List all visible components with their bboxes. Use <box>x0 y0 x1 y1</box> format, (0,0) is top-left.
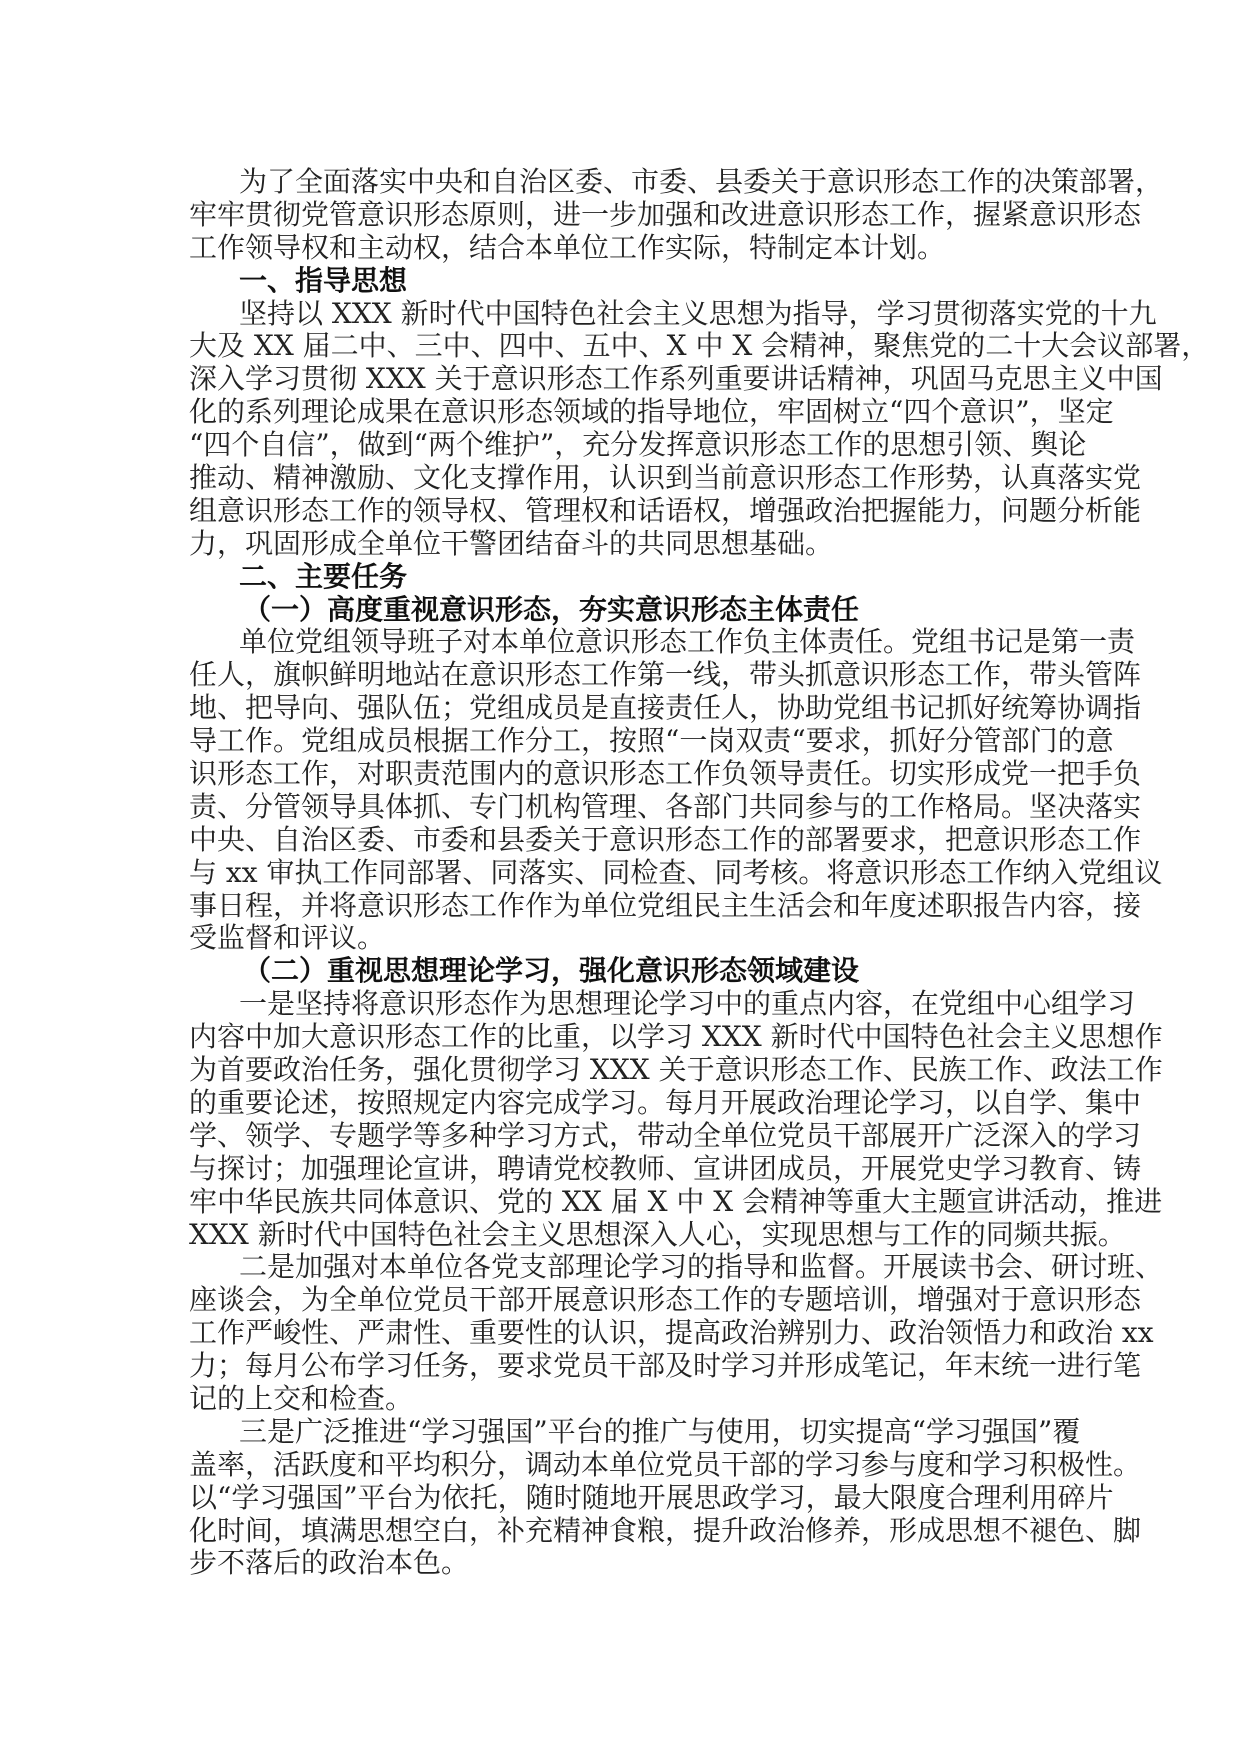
text-line: 学、领学、专题学等多种学习方式，带动全单位党员干部展开广泛深入的学习 <box>189 1118 1142 1152</box>
text-line: 为首要政治任务，强化贯彻学习 XXX 关于意识形态工作、民族工作、政法工作 <box>189 1053 1163 1087</box>
text-line: 地、把导向、强队伍；党组成员是直接责任人，协助党组书记抓好统筹协调指 <box>189 691 1142 725</box>
text-line: 责、分管领导具体抓、专门机构管理、各部门共同参与的工作格局。坚决落实 <box>189 789 1142 823</box>
text-line: 座谈会，为全单位党员干部开展意识形态工作的专题培训，增强对于意识形态 <box>189 1283 1142 1317</box>
text-line: 工作领导权和主动权，结合本单位工作实际，特制定本计划。 <box>189 230 946 264</box>
text-line: 单位党组领导班子对本单位意识形态工作负主体责任。党组书记是第一责 <box>239 625 1136 659</box>
text-line: 牢牢贯彻党管意识形态原则，进一步加强和改进意识形态工作，握紧意识形态 <box>189 197 1142 231</box>
document-page <box>189 165 1210 1580</box>
text-line: “四个自信”，做到“两个维护”，充分发挥意识形态工作的思想引领、舆论 <box>189 428 1087 462</box>
section-heading <box>189 265 1061 298</box>
text-line: 中央、自治区委、市委和县委关于意识形态工作的部署要求，把意识形态工作 <box>189 822 1142 856</box>
text-line: 盖率，活跃度和平均积分，调动本单位党员干部的学习参与度和学习积极性。 <box>189 1447 1142 1481</box>
paragraph <box>189 1414 1142 1580</box>
text-line: 为了全面落实中央和自治区委、市委、县委关于意识形态工作的决策部署， <box>239 165 1164 198</box>
text-line: 工作严峻性、严肃性、重要性的认识，提高政治辨别力、政治领悟力和政治 xx <box>189 1316 1154 1350</box>
text-line: 深入学习贯彻 XXX 关于意识形态工作系列重要讲话精神，巩固马克思主义中国 <box>189 362 1163 396</box>
paragraph <box>189 987 1163 1251</box>
text-line: 内容中加大意识形态工作的比重，以学习 XXX 新时代中国特色社会主义思想作 <box>189 1020 1163 1054</box>
text-line: 化时间，填满思想空白，补充精神食粮，提升政治修养，形成思想不褪色、脚 <box>189 1513 1142 1547</box>
text-line: 力；每月公布学习任务，要求党员干部及时学习并形成笔记，年末统一进行笔 <box>189 1349 1142 1383</box>
subsection-heading <box>189 955 1061 988</box>
paragraph <box>189 1250 1164 1415</box>
text-line: 牢中华民族共同体意识、党的 XX 届 X 中 X 会精神等重大主题宣讲活动，推进 <box>189 1184 1163 1218</box>
text-line: （二）重视思想理论学习，强化意识形态领域建设 <box>243 954 860 988</box>
text-line: 二是加强对本单位各党支部理论学习的指导和监督。开展读书会、研讨班、 <box>239 1250 1164 1284</box>
text-line: 一、指导思想 <box>239 263 408 297</box>
text-line: （一）高度重视意识形态，夯实意识形态主体责任 <box>243 592 860 626</box>
text-line: 记的上交和检查。 <box>189 1381 414 1415</box>
subsection-heading <box>189 594 1061 627</box>
text-line: XXX 新时代中国特色社会主义思想深入人心，实现思想与工作的同频共振。 <box>189 1217 1126 1251</box>
paragraph <box>189 165 1164 265</box>
text-line: 识形态工作，对职责范围内的意识形态工作负领导责任。切实形成党一把手负 <box>189 757 1142 791</box>
text-line: 事日程，并将意识形态工作作为单位党组民主生活会和年度述职报告内容，接 <box>189 888 1142 922</box>
text-line: 大及 XX 届二中、三中、四中、五中、X 中 X 会精神，聚焦党的二十大会议部署， <box>189 329 1210 363</box>
text-line: 三是广泛推进“学习强国”平台的推广与使用，切实提高“学习强国”覆 <box>239 1414 1081 1448</box>
text-line: 推动、精神激励、文化支撑作用，认识到当前意识形态工作形势，认真落实党 <box>189 461 1142 495</box>
text-line: 受监督和评议。 <box>189 921 386 955</box>
text-line: 力，巩固形成全单位干警团结奋斗的共同思想基础。 <box>189 526 834 560</box>
paragraph <box>189 625 1163 955</box>
text-line: 与探讨；加强理论宣讲，聘请党校教师、宣讲团成员，开展党史学习教育、铸 <box>189 1151 1142 1185</box>
text-line: 一是坚持将意识形态作为思想理论学习中的重点内容，在党组中心组学习 <box>239 987 1136 1021</box>
text-line: 的重要论述，按照规定内容完成学习。每月开展政治理论学习，以自学、集中 <box>189 1085 1142 1119</box>
text-line: 以“学习强国”平台为依托，随时随地开展思政学习，最大限度合理利用碎片 <box>189 1480 1114 1514</box>
text-line: 二、主要任务 <box>239 559 408 593</box>
text-line: 坚持以 XXX 新时代中国特色社会主义思想为指导，学习贯彻落实党的十九 <box>239 296 1157 330</box>
paragraph <box>189 296 1210 561</box>
text-line: 组意识形态工作的领导权、管理权和话语权，增强政治把握能力，问题分析能 <box>189 493 1142 527</box>
text-line: 与 xx 审执工作同部署、同落实、同检查、同考核。将意识形态工作纳入党组议 <box>189 855 1163 889</box>
text-line: 步不落后的政治本色。 <box>189 1546 470 1580</box>
section-heading <box>189 561 1061 594</box>
text-line: 任人，旗帜鲜明地站在意识形态工作第一线，带头抓意识形态工作，带头管阵 <box>189 658 1142 692</box>
text-line: 化的系列理论成果在意识形态领域的指导地位，牢固树立“四个意识”，坚定 <box>189 395 1114 429</box>
text-line: 导工作。党组成员根据工作分工，按照“一岗双责“要求，抓好分管部门的意 <box>189 724 1114 758</box>
